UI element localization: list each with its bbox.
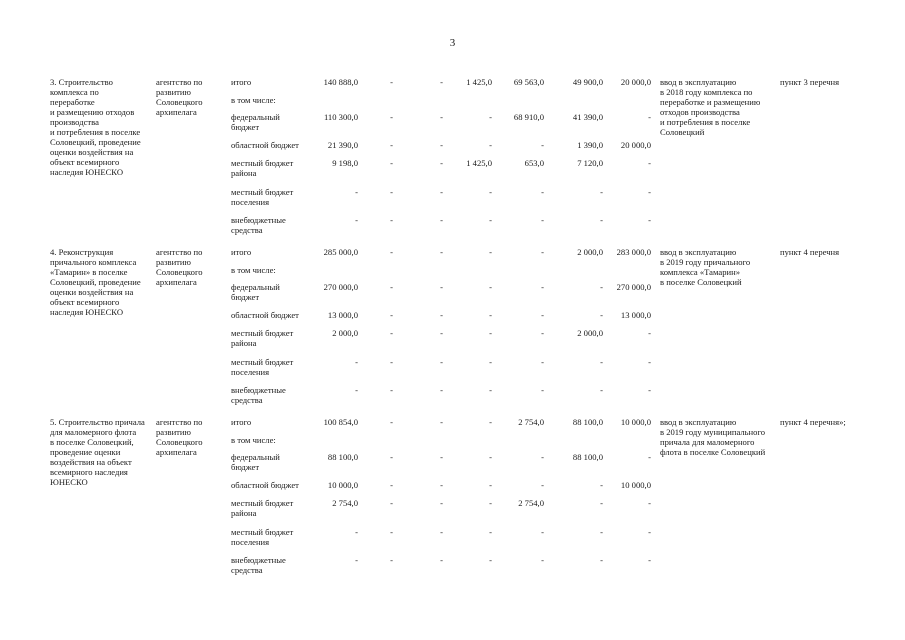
funding-amount: - [390, 417, 393, 427]
funding-amount: - [648, 527, 651, 537]
funding-amount: - [440, 417, 443, 427]
funding-amount: - [489, 385, 492, 395]
funding-amount: - [440, 498, 443, 508]
funding-amount: - [648, 112, 651, 122]
funding-amount: - [440, 480, 443, 490]
funding-amount: - [390, 555, 393, 565]
funding-amount: - [541, 140, 544, 150]
funding-amount: - [440, 328, 443, 338]
executor-name: агентство по развитию Соловецкого архипелага [156, 417, 203, 457]
funding-amount: - [390, 452, 393, 462]
funding-amount: - [440, 215, 443, 225]
funding-source: местный бюджет района [231, 328, 294, 348]
funding-row [0, 385, 905, 405]
funding-amount: - [600, 385, 603, 395]
funding-amount: - [440, 527, 443, 537]
funding-amount: - [440, 385, 443, 395]
funding-source: итого [231, 247, 252, 257]
funding-amount: - [390, 158, 393, 168]
funding-source: областной бюджет [231, 310, 299, 320]
funding-amount: 88 100,0 [572, 417, 603, 427]
funding-row [0, 452, 905, 472]
funding-amount: - [489, 527, 492, 537]
funding-amount: 10 000,0 [620, 417, 651, 427]
funding-source: в том числе: [231, 265, 276, 275]
funding-amount: 68 910,0 [513, 112, 544, 122]
funding-row [0, 140, 905, 160]
funding-row [0, 555, 905, 575]
funding-row [0, 187, 905, 207]
funding-amount: - [541, 480, 544, 490]
funding-source: местный бюджет поселения [231, 357, 294, 377]
funding-amount: - [440, 357, 443, 367]
funding-row [0, 328, 905, 348]
funding-source: внебюджетные средства [231, 555, 286, 575]
funding-amount: - [489, 215, 492, 225]
funding-source: местный бюджет района [231, 498, 294, 518]
funding-amount: - [390, 357, 393, 367]
funding-row [0, 158, 905, 178]
funding-amount: 285 000,0 [323, 247, 358, 257]
funding-amount: - [648, 555, 651, 565]
funding-row [0, 417, 905, 437]
executor-name: агентство по развитию Соловецкого архипелага [156, 247, 203, 287]
funding-source: федеральный бюджет [231, 282, 280, 302]
funding-amount: - [648, 357, 651, 367]
funding-amount: - [600, 187, 603, 197]
funding-amount: - [489, 480, 492, 490]
funding-amount: 270 000,0 [616, 282, 651, 292]
funding-amount: - [600, 498, 603, 508]
funding-amount: - [390, 187, 393, 197]
expected-result: ввод в эксплуатацию в 2018 году комплекса по переработке и размещению отходов производства и потребления в поселке Соловецкий [660, 77, 761, 137]
funding-amount: 110 300,0 [323, 112, 358, 122]
funding-amount: - [600, 480, 603, 490]
funding-row [0, 527, 905, 547]
funding-amount: 20 000,0 [620, 77, 651, 87]
funding-amount: - [648, 452, 651, 462]
funding-amount: 100 854,0 [323, 417, 358, 427]
funding-amount: - [390, 282, 393, 292]
funding-amount: - [648, 498, 651, 508]
funding-source: областной бюджет [231, 140, 299, 150]
funding-amount: 2 754,0 [332, 498, 358, 508]
funding-amount: 283 000,0 [616, 247, 651, 257]
funding-row [0, 215, 905, 235]
funding-amount: - [390, 310, 393, 320]
funding-amount: - [390, 328, 393, 338]
funding-row [0, 77, 905, 97]
funding-row [0, 357, 905, 377]
funding-amount: - [541, 215, 544, 225]
funding-amount: 2 000,0 [577, 247, 603, 257]
funding-row [0, 498, 905, 518]
funding-amount: - [541, 247, 544, 257]
funding-source: местный бюджет поселения [231, 527, 294, 547]
funding-amount: - [541, 385, 544, 395]
funding-amount: 41 390,0 [572, 112, 603, 122]
funding-amount: - [390, 77, 393, 87]
funding-row [0, 247, 905, 267]
funding-amount: - [390, 247, 393, 257]
funding-amount: - [440, 77, 443, 87]
funding-source: внебюджетные средства [231, 215, 286, 235]
funding-amount: - [440, 247, 443, 257]
funding-amount: 2 000,0 [577, 328, 603, 338]
funding-amount: - [600, 310, 603, 320]
funding-amount: - [648, 215, 651, 225]
reference-item: пункт 3 перечня [780, 77, 840, 87]
funding-amount: - [541, 282, 544, 292]
expected-result: ввод в эксплуатацию в 2019 году муниципального причала для маломерного флота в поселке Соловецкий [660, 417, 766, 457]
measure-name: 5. Строительство причала для маломерного флота в поселке Соловецкий, проведение оценки воздействия на объект всемирного наследия ЮНЕСКО [50, 417, 145, 487]
page-number: 3 [449, 37, 456, 49]
funding-amount: - [541, 310, 544, 320]
funding-source: внебюджетные средства [231, 385, 286, 405]
funding-amount: - [541, 555, 544, 565]
funding-amount: 88 100,0 [327, 452, 358, 462]
funding-row [0, 480, 905, 500]
funding-amount: - [355, 357, 358, 367]
funding-amount: 2 754,0 [518, 498, 544, 508]
funding-amount: 13 000,0 [620, 310, 651, 320]
funding-amount: - [489, 328, 492, 338]
funding-amount: - [355, 187, 358, 197]
funding-amount: 1 425,0 [466, 77, 492, 87]
funding-amount: 7 120,0 [577, 158, 603, 168]
funding-amount: - [440, 282, 443, 292]
funding-amount: - [489, 112, 492, 122]
funding-amount: - [440, 187, 443, 197]
funding-amount: 49 900,0 [572, 77, 603, 87]
funding-amount: - [489, 187, 492, 197]
funding-source: местный бюджет района [231, 158, 294, 178]
funding-amount: - [489, 417, 492, 427]
measure-name: 3. Строительство комплекса по переработке и размещению отходов производства и потребления в поселке Соловецкий, проведение оценки воздействия на объект всемирного наследия ЮНЕСКО [50, 77, 141, 177]
funding-amount: 20 000,0 [620, 140, 651, 150]
funding-amount: 2 000,0 [332, 328, 358, 338]
funding-amount: - [489, 282, 492, 292]
funding-amount: - [390, 140, 393, 150]
funding-row [0, 112, 905, 132]
funding-amount: - [355, 215, 358, 225]
funding-amount: 140 888,0 [323, 77, 358, 87]
funding-amount: 69 563,0 [513, 77, 544, 87]
funding-source: в том числе: [231, 95, 276, 105]
funding-source: в том числе: [231, 435, 276, 445]
funding-amount: - [489, 247, 492, 257]
funding-amount: - [600, 215, 603, 225]
funding-amount: - [440, 158, 443, 168]
funding-amount: - [541, 527, 544, 537]
funding-amount: - [390, 498, 393, 508]
funding-amount: - [355, 527, 358, 537]
funding-source: федеральный бюджет [231, 452, 280, 472]
funding-amount: - [648, 328, 651, 338]
funding-amount: - [440, 555, 443, 565]
funding-amount: - [390, 480, 393, 490]
funding-amount: - [489, 357, 492, 367]
funding-amount: - [390, 385, 393, 395]
funding-amount: 653,0 [524, 158, 544, 168]
funding-source: областной бюджет [231, 480, 299, 490]
funding-amount: - [600, 357, 603, 367]
funding-amount: 9 198,0 [332, 158, 358, 168]
funding-amount: - [600, 555, 603, 565]
funding-amount: - [600, 527, 603, 537]
funding-source: местный бюджет поселения [231, 187, 294, 207]
funding-amount: - [489, 555, 492, 565]
funding-amount: - [390, 215, 393, 225]
funding-amount: 13 000,0 [327, 310, 358, 320]
funding-amount: - [390, 527, 393, 537]
funding-amount: 10 000,0 [620, 480, 651, 490]
funding-amount: 1 425,0 [466, 158, 492, 168]
funding-amount: - [541, 357, 544, 367]
funding-amount: - [440, 140, 443, 150]
funding-amount: - [648, 187, 651, 197]
funding-amount: 270 000,0 [323, 282, 358, 292]
funding-amount: 10 000,0 [327, 480, 358, 490]
measure-name: 4. Реконструкция причального комплекса «Тамарин» в поселке Соловецкий, проведение оценки воздействия на объект всемирного наследия ЮНЕСКО [50, 247, 141, 317]
funding-amount: - [600, 282, 603, 292]
funding-amount: - [489, 452, 492, 462]
funding-amount: - [541, 452, 544, 462]
funding-amount: - [440, 452, 443, 462]
reference-item: пункт 4 перечня [780, 247, 840, 257]
funding-amount: - [440, 112, 443, 122]
funding-source: итого [231, 417, 252, 427]
reference-item: пункт 4 перечня»; [780, 417, 846, 427]
funding-amount: - [489, 498, 492, 508]
expected-result: ввод в эксплуатацию в 2019 году причального комплекса «Тамарин» в поселке Соловецкий [660, 247, 751, 287]
funding-row [0, 282, 905, 302]
funding-amount: - [355, 385, 358, 395]
funding-amount: - [489, 310, 492, 320]
funding-amount: 2 754,0 [518, 417, 544, 427]
funding-amount: - [390, 112, 393, 122]
funding-amount: - [541, 187, 544, 197]
executor-name: агентство по развитию Соловецкого архипелага [156, 77, 203, 117]
funding-amount: - [648, 385, 651, 395]
funding-amount: - [440, 310, 443, 320]
funding-amount: 88 100,0 [572, 452, 603, 462]
funding-amount: - [541, 328, 544, 338]
funding-amount: - [648, 158, 651, 168]
funding-row [0, 310, 905, 330]
funding-source: итого [231, 77, 252, 87]
funding-amount: - [355, 555, 358, 565]
funding-amount: 1 390,0 [577, 140, 603, 150]
funding-amount: 21 390,0 [327, 140, 358, 150]
funding-amount: - [489, 140, 492, 150]
funding-source: федеральный бюджет [231, 112, 280, 132]
